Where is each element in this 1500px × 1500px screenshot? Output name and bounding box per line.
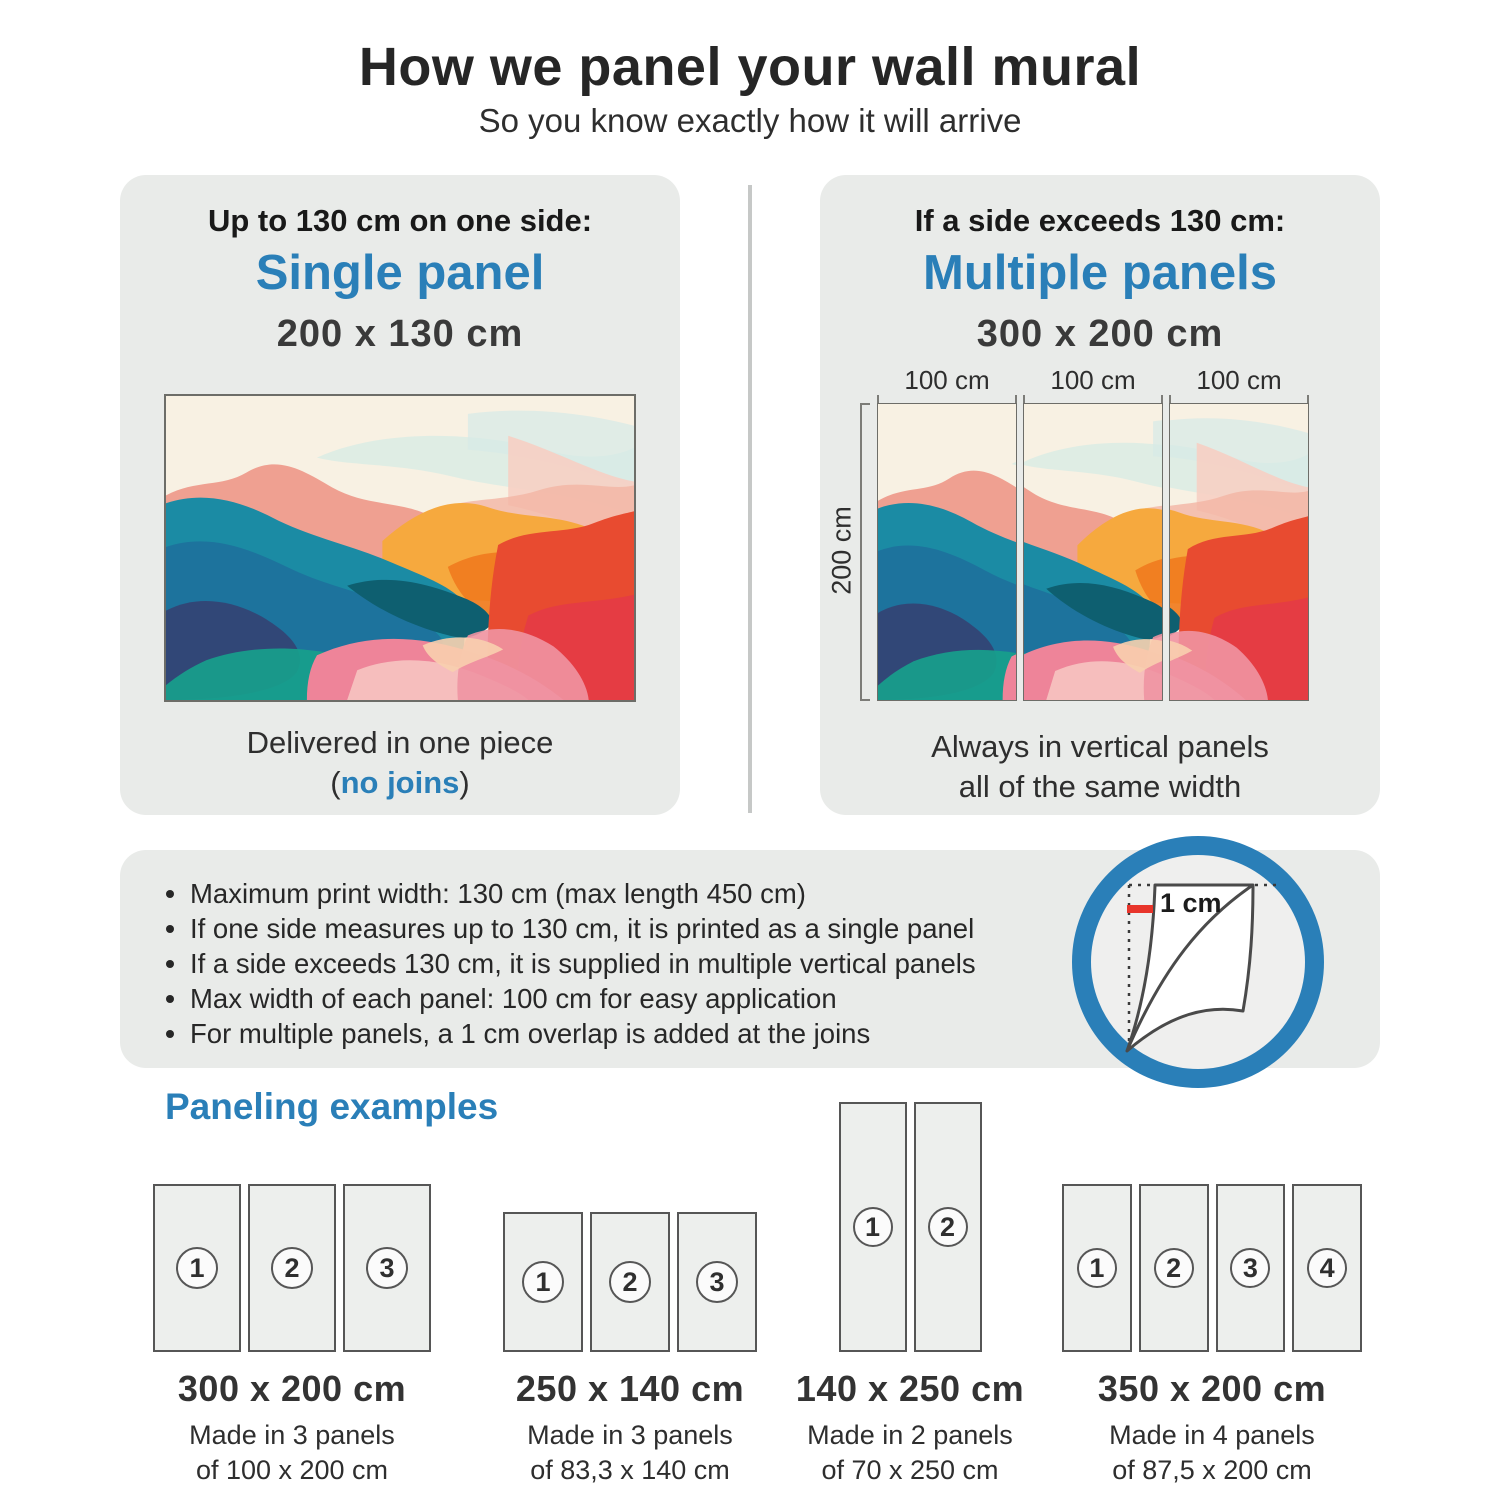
panel <box>677 1212 757 1352</box>
panel-number-badge: 3 <box>1230 1248 1270 1288</box>
height-dimension-label: 200 cm <box>826 506 857 595</box>
example-panels-count: Made in 2 panels <box>807 1420 1013 1450</box>
example-detail <box>1062 1418 1362 1488</box>
example-panels-count: Made in 3 panels <box>189 1420 395 1450</box>
example-size: 300 x 200 cm <box>177 1368 407 1409</box>
panel <box>1139 1184 1209 1352</box>
panel-number-badge: 2 <box>609 1261 651 1303</box>
panel-number-badge: 1 <box>1077 1248 1117 1288</box>
note-single-panel-rule: If one side measures up to 130 cm, it is printed as a single panel <box>160 911 1380 946</box>
cards-divider <box>748 185 752 813</box>
note-max-panel-width: Max width of each panel: 100 cm for easy application <box>160 981 1380 1016</box>
panel <box>343 1184 431 1352</box>
page-title: How we panel your wall mural <box>358 37 1142 97</box>
panel <box>503 1212 583 1352</box>
caption-delivered: Delivered in one piece <box>246 725 554 760</box>
single-panel-condition: Up to 130 cm on one side: <box>207 203 593 238</box>
note-max-print-width: Maximum print width: 130 cm (max length 450 cm) <box>160 876 1380 911</box>
example-350x200-panels <box>1062 1100 1362 1352</box>
example-350x200 <box>1062 1100 1362 1488</box>
example-250x140-panels <box>480 1100 780 1352</box>
example-size: 350 x 200 cm <box>1097 1368 1327 1409</box>
panel-number-badge: 2 <box>271 1247 313 1289</box>
example-panel-size: of 83,3 x 140 cm <box>530 1455 730 1485</box>
multiple-panels-caption <box>820 727 1380 807</box>
panel-number-badge: 4 <box>1307 1248 1347 1288</box>
mural-panel-3 <box>1169 403 1309 701</box>
multiple-panels-card <box>820 175 1380 815</box>
example-300x200-panels <box>142 1100 442 1352</box>
panel-number-badge: 1 <box>522 1261 564 1303</box>
example-detail <box>760 1418 1060 1488</box>
overlap-measure-label: 1 cm <box>1160 888 1222 918</box>
example-panels-count: Made in 4 panels <box>1109 1420 1315 1450</box>
example-250x140 <box>480 1100 780 1488</box>
page-subtitle: So you know exactly how it will arrive <box>478 102 1022 139</box>
example-140x250-panels <box>760 1100 1060 1352</box>
multiple-panels-size: 300 x 200 cm <box>976 313 1224 355</box>
example-panel-size: of 87,5 x 200 cm <box>1112 1455 1312 1485</box>
single-panel-size: 200 x 130 cm <box>276 313 524 355</box>
panel <box>1216 1184 1286 1352</box>
examples-heading: Paneling examples <box>165 1086 499 1127</box>
single-panel-card <box>120 175 680 815</box>
example-panel-size: of 100 x 200 cm <box>195 1455 389 1485</box>
single-panel-mural-image <box>164 394 636 702</box>
panel <box>590 1212 670 1352</box>
caption-no-joins: no joins <box>340 765 460 800</box>
panel <box>1062 1184 1132 1352</box>
height-dimension-bracket <box>860 403 870 701</box>
panel-number-badge: 3 <box>696 1261 738 1303</box>
panel-number-badge: 3 <box>366 1247 408 1289</box>
caption-same-width: all of the same width <box>958 769 1242 804</box>
width-dimension-label-1: 100 cm <box>904 365 990 395</box>
example-300x200 <box>142 1100 442 1488</box>
panel <box>839 1102 907 1352</box>
single-panel-caption <box>120 723 680 803</box>
width-dimension-label-2: 100 cm <box>1050 365 1136 395</box>
example-detail <box>480 1418 780 1488</box>
panel-number-badge: 2 <box>928 1207 968 1247</box>
width-dimension-label-3: 100 cm <box>1196 365 1282 395</box>
note-overlap: For multiple panels, a 1 cm overlap is added at the joins <box>160 1016 1380 1051</box>
multiple-panels-condition: If a side exceeds 130 cm: <box>914 203 1286 238</box>
panel <box>153 1184 241 1352</box>
example-size: 140 x 250 cm <box>795 1368 1025 1409</box>
note-multiple-panels-rule: If a side exceeds 130 cm, it is supplied in multiple vertical panels <box>160 946 1380 981</box>
multiple-panels-type: Multiple panels <box>923 246 1277 300</box>
mural-panel-2 <box>1023 403 1163 701</box>
caption-paren-close: ) <box>459 765 470 800</box>
panel <box>914 1102 982 1352</box>
single-panel-type: Single panel <box>255 246 545 300</box>
example-panels-count: Made in 3 panels <box>527 1420 733 1450</box>
panel-number-badge: 1 <box>853 1207 893 1247</box>
overlap-badge <box>1072 836 1324 1088</box>
panel-number-badge: 1 <box>176 1247 218 1289</box>
panel <box>1292 1184 1362 1352</box>
mural-panel-1 <box>877 403 1017 701</box>
panel <box>248 1184 336 1352</box>
example-size: 250 x 140 cm <box>515 1368 745 1409</box>
panel-number-badge: 2 <box>1154 1248 1194 1288</box>
caption-vertical-panels: Always in vertical panels <box>931 729 1269 764</box>
example-detail <box>142 1418 442 1488</box>
caption-paren-open: ( <box>330 765 341 800</box>
example-panel-size: of 70 x 250 cm <box>821 1455 999 1485</box>
example-140x250 <box>760 1100 1060 1488</box>
